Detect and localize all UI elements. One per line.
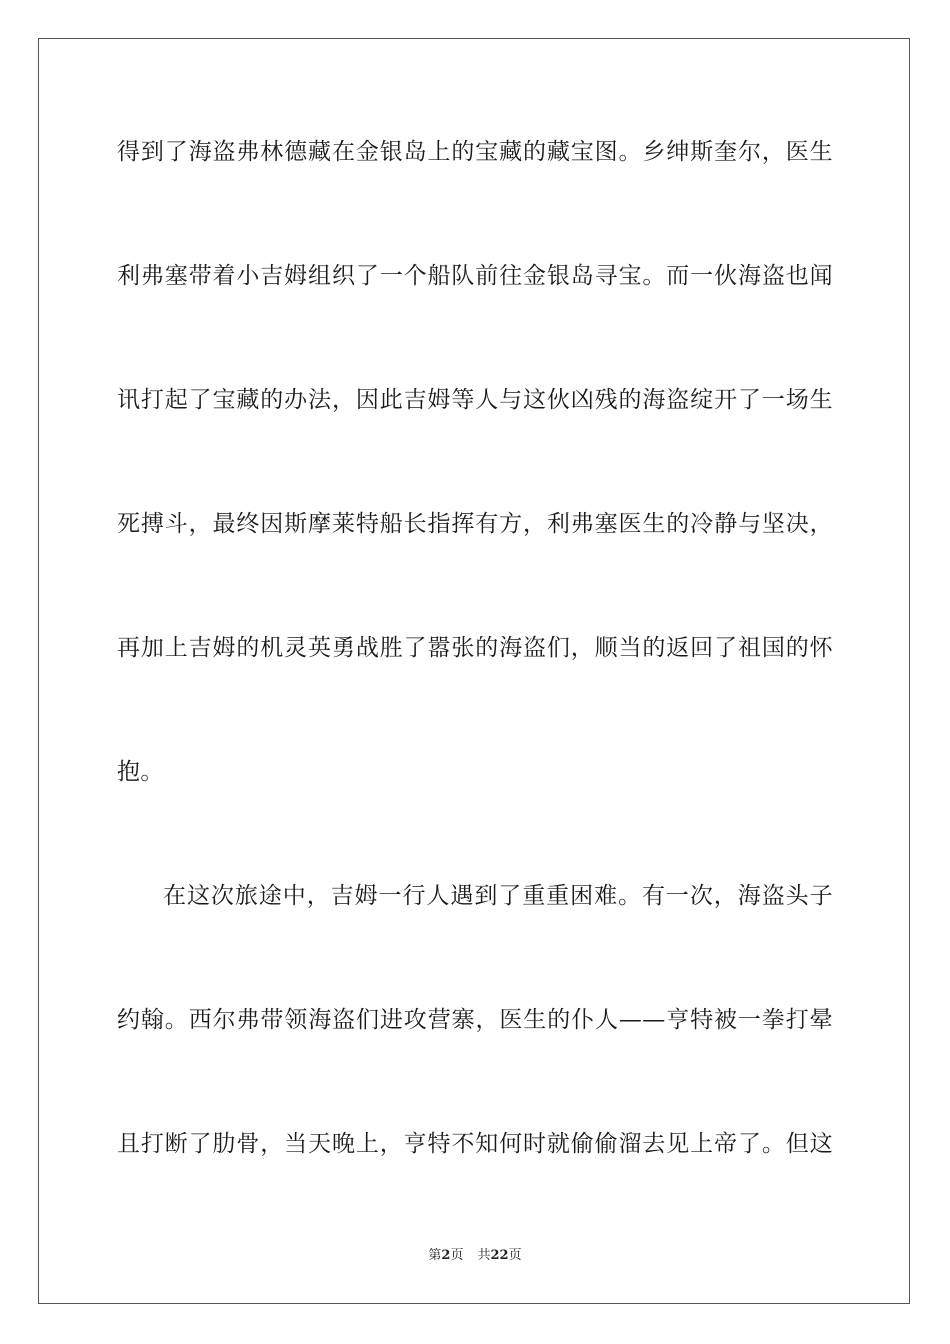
page-border — [38, 38, 910, 1304]
text-line-1: 得到了海盗弗林德藏在金银岛上的宝藏的藏宝图。乡绅斯奎尔，医生 — [117, 139, 833, 165]
page-suffix: 页 — [450, 1248, 464, 1263]
text-line-2: 利弗塞带着小吉姆组织了一个船队前往金银岛寻宝。而一伙海盗也闻 — [117, 263, 833, 289]
paragraph-2-line-3: 且打断了肋骨，当天晚上，亨特不知何时就偷偷溜去见上帝了。但这 — [117, 1131, 833, 1157]
page-footer — [0, 1247, 950, 1265]
text-line-6: 抱。 — [117, 759, 164, 785]
total-suffix: 页 — [508, 1248, 522, 1263]
page-number: 2 — [441, 1248, 451, 1263]
paragraph-2-line-1: 在这次旅途中，吉姆一行人遇到了重重困难。有一次，海盗头子 — [163, 883, 833, 909]
total-pages: 22 — [490, 1248, 509, 1263]
paragraph-2-line-2: 约翰。西尔弗带领海盗们进攻营寨，医生的仆人——亨特被一拳打晕 — [117, 1007, 833, 1033]
total-prefix: 共 — [477, 1248, 491, 1263]
text-line-4: 死搏斗，最终因斯摩莱特船长指挥有方，利弗塞医生的冷静与坚决， — [117, 511, 833, 537]
page-prefix: 第 — [428, 1248, 442, 1263]
text-line-3: 讯打起了宝藏的办法，因此吉姆等人与这伙凶残的海盗绽开了一场生 — [117, 387, 833, 413]
text-line-5: 再加上吉姆的机灵英勇战胜了嚣张的海盗们，顺当的返回了祖国的怀 — [117, 635, 833, 661]
